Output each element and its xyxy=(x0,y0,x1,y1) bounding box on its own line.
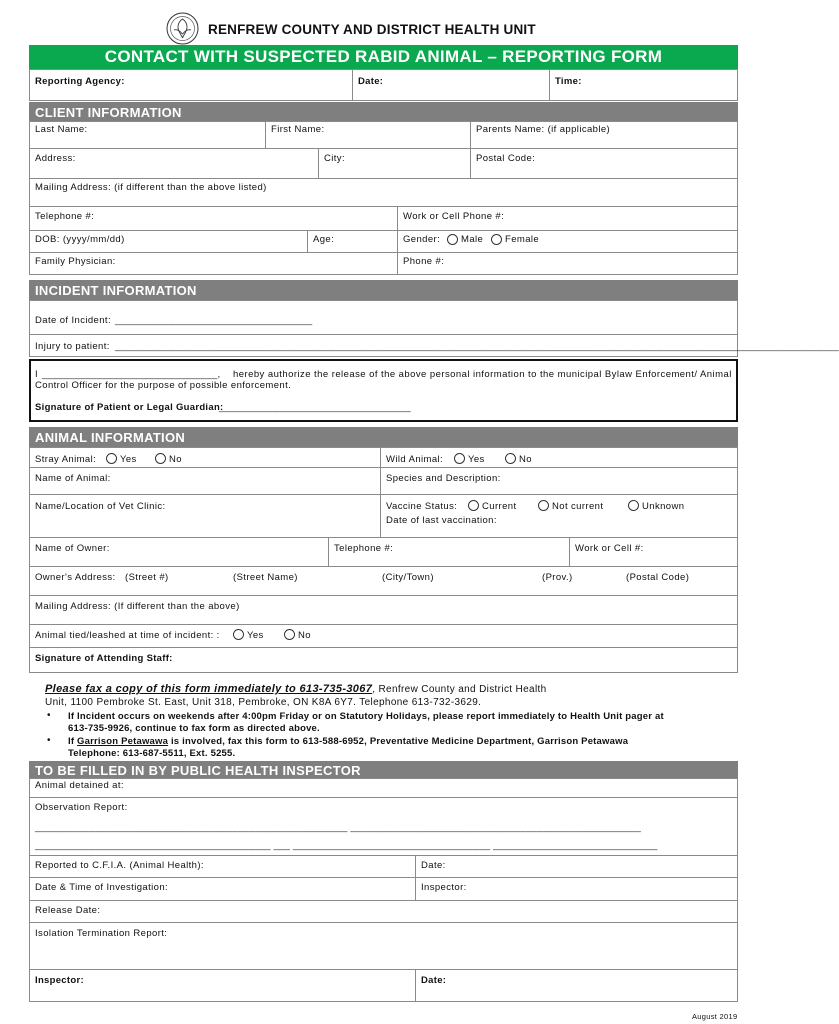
patient-signature-line[interactable]: ___________________________________ xyxy=(219,402,411,413)
reporting-agency-field[interactable]: Reporting Agency: xyxy=(35,76,125,87)
garrison-petawawa-link: Garrison Petawawa xyxy=(77,736,169,747)
first-name-field[interactable]: First Name: xyxy=(271,124,325,135)
vaccine-status-label: Vaccine Status: xyxy=(386,501,458,512)
family-physician-field[interactable]: Family Physician: xyxy=(35,256,116,267)
animal-tied-label: Animal tied/leashed at time of incident: : xyxy=(35,630,220,641)
owner-mailing-address-field[interactable]: Mailing Address: (If different than the above) xyxy=(35,601,240,612)
authorize-text-line2: Control Officer for the purpose of possible enforcement. xyxy=(35,380,292,391)
vaccine-not-current-label: Not current xyxy=(552,501,604,512)
fax-address: Unit, 1100 Pembroke St. East, Unit 318, Pembroke, ON K8A 6Y7. Telephone 613-732-3629. xyxy=(45,697,482,708)
owner-address-label: Owner's Address: xyxy=(35,572,116,583)
dob-field[interactable]: DOB: (yyyy/mm/dd) xyxy=(35,234,125,245)
inspector-signature-field[interactable]: Inspector: xyxy=(35,975,84,986)
owner-postal-code-field[interactable]: (Postal Code) xyxy=(626,572,690,583)
stray-no-radio[interactable] xyxy=(155,453,166,464)
wild-yes-label: Yes xyxy=(468,454,485,465)
observation-report-label: Observation Report: xyxy=(35,802,128,813)
tied-no-label: No xyxy=(298,630,311,641)
organization-name: RENFREW COUNTY AND DISTRICT HEALTH UNIT xyxy=(208,22,536,37)
bullet-icon: • xyxy=(47,735,51,746)
authorize-i: I xyxy=(35,369,39,380)
staff-signature-field[interactable]: Signature of Attending Staff: xyxy=(35,653,173,664)
inspector-signature-date-field[interactable]: Date: xyxy=(421,975,447,986)
injury-label: Injury to patient: xyxy=(35,341,110,352)
cfia-reported-field[interactable]: Reported to C.F.I.A. (Animal Health): xyxy=(35,860,204,871)
wild-no-label: No xyxy=(519,454,532,465)
date-of-incident-line[interactable]: ____________________________________ xyxy=(115,315,313,326)
postal-code-field[interactable]: Postal Code: xyxy=(476,153,536,164)
authorize-text: hereby authorize the release of the above personal information to the municipal Bylaw Enforcement/ Animal xyxy=(233,369,732,380)
observation-line-2[interactable]: ___________________________________________ ___ ____________________________________ ______________________________ xyxy=(35,840,658,851)
stray-no-label: No xyxy=(169,454,182,465)
fax-instruction-bold: Please fax a copy of this form immediately to 613-735-3067 xyxy=(45,683,373,695)
revision-date: August 2019 xyxy=(692,1012,738,1021)
work-cell-phone-field[interactable]: Work or Cell Phone #: xyxy=(403,211,505,222)
animal-information-heading: ANIMAL INFORMATION xyxy=(29,427,738,447)
vaccine-unknown-label: Unknown xyxy=(642,501,685,512)
inspector-section-heading: TO BE FILLED IN BY PUBLIC HEALTH INSPECTOR xyxy=(29,761,738,778)
investigation-datetime-field[interactable]: Date & Time of Investigation: xyxy=(35,882,169,893)
patient-signature-label: Signature of Patient or Legal Guardian: xyxy=(35,402,224,413)
last-name-field[interactable]: Last Name: xyxy=(35,124,88,135)
fax-instructions xyxy=(45,683,547,695)
vaccine-not-current-radio[interactable] xyxy=(538,500,549,511)
observation-line-1[interactable]: _________________________________________________________ _____________________________________________________ xyxy=(35,822,642,833)
form-title: CONTACT WITH SUSPECTED RABID ANIMAL – REPORTING FORM xyxy=(104,47,663,66)
animal-detained-field[interactable]: Animal detained at: xyxy=(35,780,124,791)
client-information-heading: CLIENT INFORMATION xyxy=(29,102,738,122)
release-date-field[interactable]: Release Date: xyxy=(35,905,101,916)
province-field[interactable]: (Prov.) xyxy=(542,572,573,583)
garrison-instruction-line2: Telephone: 613-687-5511, Ext. 5255. xyxy=(68,748,236,759)
city-town-field[interactable]: (City/Town) xyxy=(382,572,434,583)
report-date-field[interactable]: Date: xyxy=(358,76,384,87)
tied-no-radio[interactable] xyxy=(284,629,295,640)
parents-name-field[interactable]: Parents Name: (if applicable) xyxy=(476,124,611,135)
inspector-name-field[interactable]: Inspector: xyxy=(421,882,467,893)
owner-work-cell-field[interactable]: Work or Cell #: xyxy=(575,543,644,554)
street-number-field[interactable]: (Street #) xyxy=(125,572,169,583)
date-of-incident-label: Date of Incident: xyxy=(35,315,111,326)
vaccine-current-label: Current xyxy=(482,501,517,512)
animal-name-field[interactable]: Name of Animal: xyxy=(35,473,111,484)
physician-phone-field[interactable]: Phone #: xyxy=(403,256,445,267)
fax-instruction-rest: , Renfrew County and District Health xyxy=(372,684,547,695)
garrison-rest: is involved, fax this form to 613-588-6952, Preventative Medicine Department, Garrison Petawawa xyxy=(170,736,629,747)
gender-label: Gender: xyxy=(403,234,441,245)
report-time-field[interactable]: Time: xyxy=(555,76,582,87)
address-field[interactable]: Address: xyxy=(35,153,76,164)
owner-telephone-field[interactable]: Telephone #: xyxy=(334,543,394,554)
species-description-field[interactable]: Species and Description: xyxy=(386,473,501,484)
gender-female-radio[interactable] xyxy=(491,234,502,245)
vaccine-unknown-radio[interactable] xyxy=(628,500,639,511)
age-field[interactable]: Age: xyxy=(313,234,335,245)
mailing-address-field[interactable]: Mailing Address: (if different than the above listed) xyxy=(35,182,267,193)
telephone-field[interactable]: Telephone #: xyxy=(35,211,95,222)
stray-animal-label: Stray Animal: xyxy=(35,454,97,465)
city-field[interactable]: City: xyxy=(324,153,345,164)
street-name-field[interactable]: (Street Name) xyxy=(233,572,298,583)
bullet-icon: • xyxy=(47,710,51,721)
injury-line[interactable]: ____________________________________________________________________________________________________________________________________ xyxy=(115,341,839,352)
wild-animal-label: Wild Animal: xyxy=(386,454,444,465)
garrison-if: If xyxy=(68,736,75,747)
authorize-name-line[interactable]: ________________________________, xyxy=(42,369,221,380)
stray-yes-label: Yes xyxy=(120,454,137,465)
owner-name-field[interactable]: Name of Owner: xyxy=(35,543,110,554)
incident-information-heading: INCIDENT INFORMATION xyxy=(29,280,738,300)
isolation-termination-field[interactable]: Isolation Termination Report: xyxy=(35,928,168,939)
vaccine-current-radio[interactable] xyxy=(468,500,479,511)
gender-male-label: Male xyxy=(461,234,484,245)
tied-yes-radio[interactable] xyxy=(233,629,244,640)
health-unit-logo-icon xyxy=(166,12,199,45)
vet-clinic-field[interactable]: Name/Location of Vet Clinic: xyxy=(35,501,166,512)
garrison-instruction-line1 xyxy=(68,736,628,747)
gender-male-radio[interactable] xyxy=(447,234,458,245)
wild-no-radio[interactable] xyxy=(505,453,516,464)
weekend-instruction-line2: 613-735-9926, continue to fax form as directed above. xyxy=(68,723,320,734)
wild-yes-radio[interactable] xyxy=(454,453,465,464)
tied-yes-label: Yes xyxy=(247,630,264,641)
gender-female-label: Female xyxy=(505,234,540,245)
cfia-date-field[interactable]: Date: xyxy=(421,860,446,871)
weekend-instruction-line1: If Incident occurs on weekends after 4:00pm Friday or on Statutory Holidays, please report immediately to Health Unit pager at xyxy=(68,711,664,722)
last-vaccination-field[interactable]: Date of last vaccination: xyxy=(386,515,497,526)
stray-yes-radio[interactable] xyxy=(106,453,117,464)
